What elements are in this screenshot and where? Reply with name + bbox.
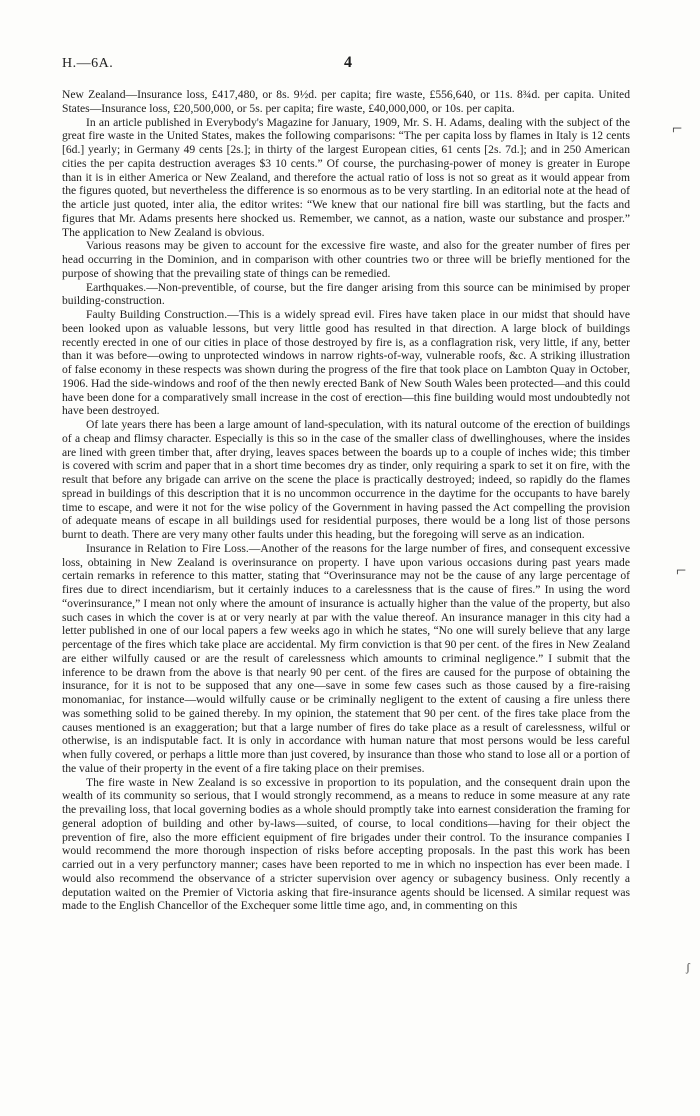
paragraph: Insurance in Relation to Fire Loss.—Another of the reasons for the large number of fires, and consequent excessive loss, obtaining in New Zealand is overinsurance on property. I have upon various occasions during past years made certain remarks in reference to this matter, stating that “Overinsurance may not be the cause of any large percentage of fires due to direct incendiarism, but it certainly induces to a carelessness that is the cause of fires.” In using the word “overinsurance,” I mean not only where the amount of insurance is actually higher than the value of the property, but also such cases in which the cover is at or very nearly at par with the value thereof. An insurance manager in this city had a letter published in one of our local papers a few weeks ago in which he states, “No one will surely believe that any large percentage of the fires which take place are accidental. My firm conviction is that 90 per cent. of the fires in New Zealand are either wilfully caused or are the result of carelessness which amounts to criminal negligence.” I submit that the inference to be drawn from the above is that nearly 90 per cent. of the fires are caused for the purpose of obtaining the insurance, for it is not to be supposed that any one—save in some few cases such as those caused by a fire-raising monomaniac, for instance—would wilfully cause or be criminally negligent to the extent of causing a fire unless there was something solid to be gained thereby. In my opinion, the statement that 90 per cent. of the fires take place from the causes mentioned is an exaggeration; but that a large number of fires do take place as a result of carelessness, wilful or otherwise, is an indisputable fact. It is only in accordance with human nature that most persons would be less careful when fully covered, or perhaps a little more than just covered, by insurance than those who stand to lose all or a portion of the value of their property in the event of a fire taking place on their premises. [62, 541, 630, 775]
page-header [62, 56, 630, 78]
paragraph: New Zealand—Insurance loss, £417,480, or 8s. 9½d. per capita; fire waste, £556,640, or 11s. 8¾d. per capita. United States—Insurance loss, £20,500,000, or 5s. per capita; fire waste, £40,000,000, or 10s. per capita. [62, 88, 630, 115]
margin-mark: ⌐ [672, 118, 683, 138]
paragraph: In an article published in Everybody's Magazine for January, 1909, Mr. S. H. Adams, dealing with the subject of the great fire waste in the United States, makes the following comparisons: “The per capita loss by flames in Italy is 12 cents [6d.] yearly; in Germany 49 cents [2s.]; in thirty of the largest European cities, 61 cents [2s. 7d.]; and in 250 American cities the per capita destruction averages $3 10 cents.” Of course, the purchasing-power of money is greater in Europe than it is in either America or New Zealand, and therefore the actual ratio of loss is not so great as it would appear from the figures quoted, but nevertheless the difference is so enormous as to be very startling. In an editorial note at the head of the article just quoted, inter alia, the editor writes: “We knew that our national fire bill was startling, but the facts and figures that Mr. Adams presents here shocked us. Remember, we cannot, as a nation, waste our substance and prosper.” The application to New Zealand is obvious. [62, 115, 630, 239]
paragraph: Earthquakes.—Non-preventible, of course, but the fire danger arising from this source can be minimised by proper building-construction. [62, 280, 630, 308]
margin-mark: ʃ [686, 960, 690, 974]
paragraph: The fire waste in New Zealand is so excessive in proportion to its population, and the consequent drain upon the wealth of its community so serious, that I would strongly recommend, as a means to reduce in some measure at any rate the prevailing loss, that local governing bodies as a whole should promptly take into earnest consideration the framing for general adoption of building and other by-laws—suited, of course, to local conditions—having for their object the prevention of fire, also the more efficient equipment of fire brigades under their control. To the insurance companies I would recommend the more thorough inspection of risks before accepting proposals. In the past this work has been carried out in a very perfunctory manner; cases have been reported to me in which no inspection has ever been made. I would also recommend the observance of a stricter supervision over agency or subagency business. Only recently a deputation waited on the Premier of Victoria asking that fire-insurance agents should be licensed. A similar request was made to the English Chancellor of the Exchequer some little time ago, and, in commenting on this [62, 775, 630, 913]
paragraph: Of late years there has been a large amount of land-speculation, with its natural outcome of the erection of buildings of a cheap and flimsy character. Especially is this so in the case of the smaller class of dwellinghouses, where the insides are lined with green timber that, after drying, leaves spaces between the boards up to a couple of inches wide; this timber is covered with scrim and paper that in a short time becomes dry as tinder, only requiring a spark to set it on fire, with the result that before any brigade can arrive on the scene the place is practically destroyed; indeed, so rapidly do the flames spread in buildings of this description that it is no uncommon occurrence in the daytime for the occupants to have barely time to escape, and were it not for the wise policy of the Government in having passed the Act compelling the provision of adequate means of escape in all buildings used for residential purposes, there would be a long list of those persons burnt to death. There are very many other faults under this heading, but the foregoing will serve as an indication. [62, 418, 630, 541]
paragraph: Faulty Building Construction.—This is a widely spread evil. Fires have taken place in our midst that should have been looked upon as valuable lessons, but very little good has resulted in that direction. A large block of buildings recently erected in one of our cities in place of those destroyed by fire is, as a conflagration risk, very little, if any, better than it was before—owing to unprotected windows in narrow rights-of-way, vulnerable roofs, &c. A striking illustration of false economy in these respects was shown during the progress of the fire that took place on Lambton Quay in October, 1906. Had the side-windows and roof of the then newly erected Bank of New South Wales been protected—and this could have been done for a comparatively small increase in the cost of erection—this fine building would most undoubtedly not have been destroyed. [62, 308, 630, 418]
body-text [62, 88, 630, 913]
page-number: 4 [344, 54, 352, 71]
margin-mark: ⌐ [676, 560, 687, 580]
document-id: H.—6A. [62, 56, 114, 71]
paragraph: Various reasons may be given to account for the excessive fire waste, and also for the greater number of fires per head occurring in the Dominion, and in comparison with other countries two or three will be briefly mentioned for the purpose of showing that the prevailing state of things can be remedied. [62, 239, 630, 280]
document-page [62, 56, 630, 913]
